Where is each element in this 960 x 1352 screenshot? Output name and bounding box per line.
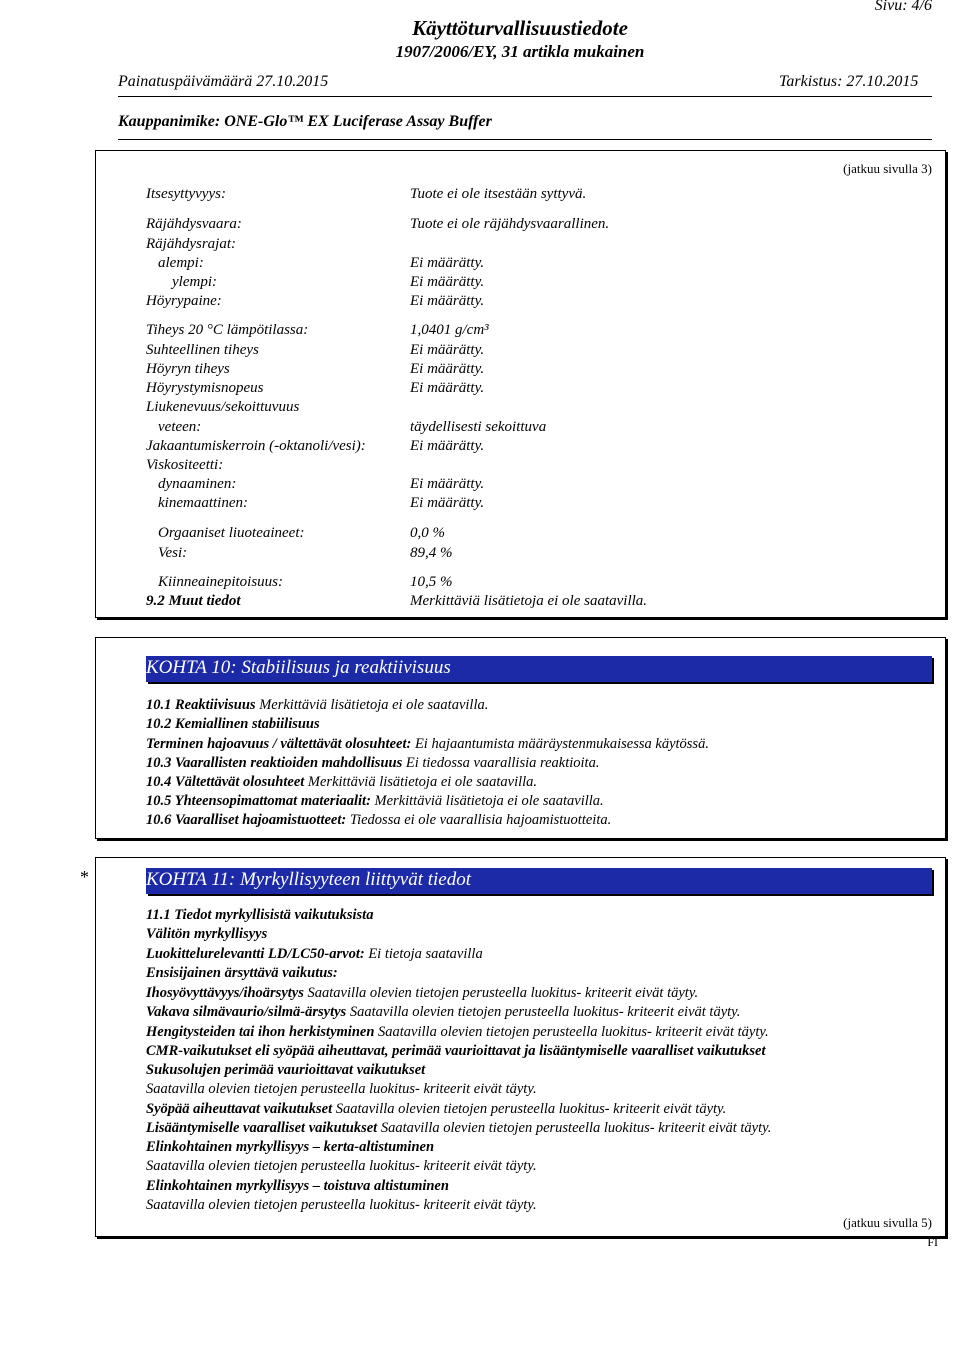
- section-line: [146, 812, 611, 829]
- line-text: Saatavilla olevien tietojen perusteella luokitus- kriteerit eivät täyty.: [374, 1024, 769, 1040]
- property-label: 9.2 Muut tiedot: [146, 593, 241, 609]
- line-text: Saatavilla olevien tietojen perusteella luokitus- kriteerit eivät täyty.: [146, 1081, 537, 1097]
- line-text: Ei tietoja saatavilla: [364, 946, 483, 962]
- property-label: veteen:: [158, 419, 202, 435]
- property-label: Tiheys 20 °C lämpötilassa:: [146, 322, 309, 338]
- section-line: [146, 697, 488, 714]
- line-text: Saatavilla olevien tietojen perusteella luokitus- kriteerit eivät täyty.: [346, 1004, 741, 1020]
- section-line: [146, 716, 320, 733]
- line-heading: 10.5 Yhteensopimattomat materiaalit:: [146, 793, 371, 809]
- property-label: Höyrypaine:: [146, 293, 222, 309]
- line-heading: Terminen hajoavuus / vältettävät olosuhteet:: [146, 736, 412, 752]
- property-value: Ei määrätty.: [410, 361, 485, 377]
- property-label: Kiinneainepitoisuus:: [158, 574, 283, 590]
- product-name: Kauppanimike: ONE-Glo™ EX Luciferase Assay Buffer: [118, 113, 492, 130]
- section-line: [146, 1062, 425, 1079]
- section-line: [146, 1178, 449, 1195]
- section-10-header: [146, 656, 932, 682]
- section-line: [146, 1043, 765, 1060]
- section-line: [146, 1158, 537, 1175]
- line-text: Ei tiedossa vaarallisia reaktioita.: [402, 755, 600, 771]
- property-label: ylempi:: [172, 274, 217, 290]
- property-value: 0,0 %: [410, 525, 445, 541]
- property-label: Räjähdysvaara:: [146, 216, 242, 232]
- line-text: Saatavilla olevien tietojen perusteella luokitus- kriteerit eivät täyty.: [303, 985, 699, 1001]
- property-label: Suhteellinen tiheys: [146, 342, 259, 358]
- line-heading: Ihosyövyttävyys/ihoärsytys: [146, 985, 304, 1001]
- property-label: Itsesyttyvyys:: [146, 186, 226, 202]
- line-heading: 10.6 Vaaralliset hajoamistuotteet:: [146, 812, 347, 828]
- section-line: [146, 965, 338, 982]
- property-value: täydellisesti sekoittuva: [410, 419, 547, 435]
- section-line: [146, 907, 373, 924]
- line-text: Merkittäviä lisätietoja ei ole saatavilla.: [370, 793, 604, 809]
- property-label: Räjähdysrajat:: [146, 236, 236, 252]
- change-marker: *: [80, 867, 89, 887]
- section-line: [146, 946, 483, 963]
- page-number: Sivu: 4/6: [874, 0, 932, 14]
- line-heading: Lisääntymiselle vaaralliset vaikutukset: [146, 1120, 378, 1136]
- section-line: [146, 793, 604, 810]
- property-label: Höyrystymisnopeus: [146, 380, 264, 396]
- language-code: FI: [927, 1235, 938, 1249]
- line-heading: 10.2 Kemiallinen stabiilisuus: [146, 716, 320, 732]
- section-line: [146, 755, 599, 772]
- property-value: Tuote ei ole itsestään syttyvä.: [410, 186, 587, 202]
- line-text: Merkittäviä lisätietoja ei ole saatavilla.: [255, 697, 489, 713]
- line-heading: Ensisijainen ärsyttävä vaikutus:: [146, 965, 338, 981]
- property-label: dynaaminen:: [158, 476, 237, 492]
- property-label: Jakaantumiskerroin (-oktanoli/vesi):: [146, 438, 366, 454]
- property-value: 89,4 %: [410, 545, 453, 561]
- section-line: [146, 1004, 740, 1021]
- property-label: alempi:: [158, 255, 204, 271]
- print-date: Painatuspäivämäärä 27.10.2015: [118, 73, 329, 90]
- property-value: Ei määrätty.: [410, 476, 485, 492]
- property-value: Merkittäviä lisätietoja ei ole saatavilla.: [410, 593, 648, 609]
- property-value: 1,0401 g/cm³: [410, 322, 489, 338]
- property-value: Ei määrätty.: [410, 342, 485, 358]
- section-line: [146, 985, 698, 1002]
- section-line: [146, 1081, 537, 1098]
- section-line: [146, 736, 709, 753]
- line-text: Saatavilla olevien tietojen perusteella luokitus- kriteerit eivät täyty.: [146, 1197, 537, 1213]
- section-line: [146, 1024, 769, 1041]
- section-10-title: KOHTA 10: Stabiilisuus ja reaktiivisuus: [146, 657, 451, 678]
- line-heading: Elinkohtainen myrkyllisyys – toistuva altistuminen: [146, 1178, 449, 1194]
- line-heading: 11.1 Tiedot myrkyllisistä vaikutuksista: [146, 907, 374, 923]
- section-line: [146, 1120, 771, 1137]
- continued-to-note: (jatkuu sivulla 5): [843, 1215, 932, 1230]
- property-value: Tuote ei ole räjähdysvaarallinen.: [410, 216, 610, 232]
- line-heading: Sukusolujen perimää vaurioittavat vaikutukset: [146, 1062, 426, 1078]
- line-heading: Luokittelurelevantti LD/LC50-arvot:: [146, 946, 365, 962]
- property-label: kinemaattinen:: [158, 495, 248, 511]
- section-line: [146, 1139, 434, 1156]
- line-heading: CMR-vaikutukset eli syöpää aiheuttavat, perimää vaurioittavat ja lisääntymiselle vaaralliset vaikutukset: [146, 1043, 766, 1059]
- line-text: Tiedossa ei ole vaarallisia hajoamistuotteita.: [346, 812, 612, 828]
- line-heading: Elinkohtainen myrkyllisyys – kerta-altistuminen: [146, 1139, 435, 1155]
- property-value: Ei määrätty.: [410, 380, 485, 396]
- property-label: Höyryn tiheys: [146, 361, 230, 377]
- section-line: [146, 774, 537, 791]
- header-divider: [118, 96, 932, 97]
- product-divider: [118, 139, 932, 140]
- line-text: Merkittäviä lisätietoja ei ole saatavilla.: [304, 774, 538, 790]
- line-heading: Hengitysteiden tai ihon herkistyminen: [146, 1024, 375, 1040]
- section-11-title: KOHTA 11: Myrkyllisyyteen liittyvät tiedot: [146, 869, 472, 890]
- section-line: [146, 1101, 726, 1118]
- section-line: [146, 1197, 537, 1214]
- property-value: Ei määrätty.: [410, 255, 485, 271]
- property-label: Viskositeetti:: [146, 457, 224, 473]
- property-value: Ei määrätty.: [410, 293, 485, 309]
- line-heading: Vakava silmävaurio/silmä-ärsytys: [146, 1004, 347, 1020]
- property-value: Ei määrätty.: [410, 438, 485, 454]
- document-subtitle: 1907/2006/EY, 31 artikla mukainen: [395, 42, 645, 61]
- property-value: 10,5 %: [410, 574, 453, 590]
- property-label: Liukenevuus/sekoittuvuus: [146, 399, 300, 415]
- line-heading: 10.3 Vaarallisten reaktioiden mahdollisuus: [146, 755, 403, 771]
- line-text: Saatavilla olevien tietojen perusteella luokitus- kriteerit eivät täyty.: [146, 1158, 537, 1174]
- line-text: Saatavilla olevien tietojen perusteella luokitus- kriteerit eivät täyty.: [332, 1101, 727, 1117]
- line-text: Ei hajaantumista määräystenmukaisessa käytössä.: [411, 736, 709, 752]
- revision-date: Tarkistus: 27.10.2015: [779, 73, 919, 90]
- line-heading: Syöpää aiheuttavat vaikutukset: [146, 1101, 333, 1117]
- continued-from-note: (jatkuu sivulla 3): [843, 161, 932, 176]
- section-line: [146, 926, 267, 943]
- line-text: Saatavilla olevien tietojen perusteella luokitus- kriteerit eivät täyty.: [377, 1120, 772, 1136]
- line-heading: 10.1 Reaktiivisuus: [146, 697, 256, 713]
- document-title: Käyttöturvallisuustiedote: [412, 16, 628, 40]
- property-value: Ei määrätty.: [410, 495, 485, 511]
- property-label: Vesi:: [158, 545, 188, 561]
- line-heading: 10.4 Vältettävät olosuhteet: [146, 774, 305, 790]
- property-value: Ei määrätty.: [410, 274, 485, 290]
- property-label: Orgaaniset liuoteaineet:: [158, 525, 305, 541]
- line-heading: Välitön myrkyllisyys: [146, 926, 268, 942]
- section-11-header: [146, 868, 932, 894]
